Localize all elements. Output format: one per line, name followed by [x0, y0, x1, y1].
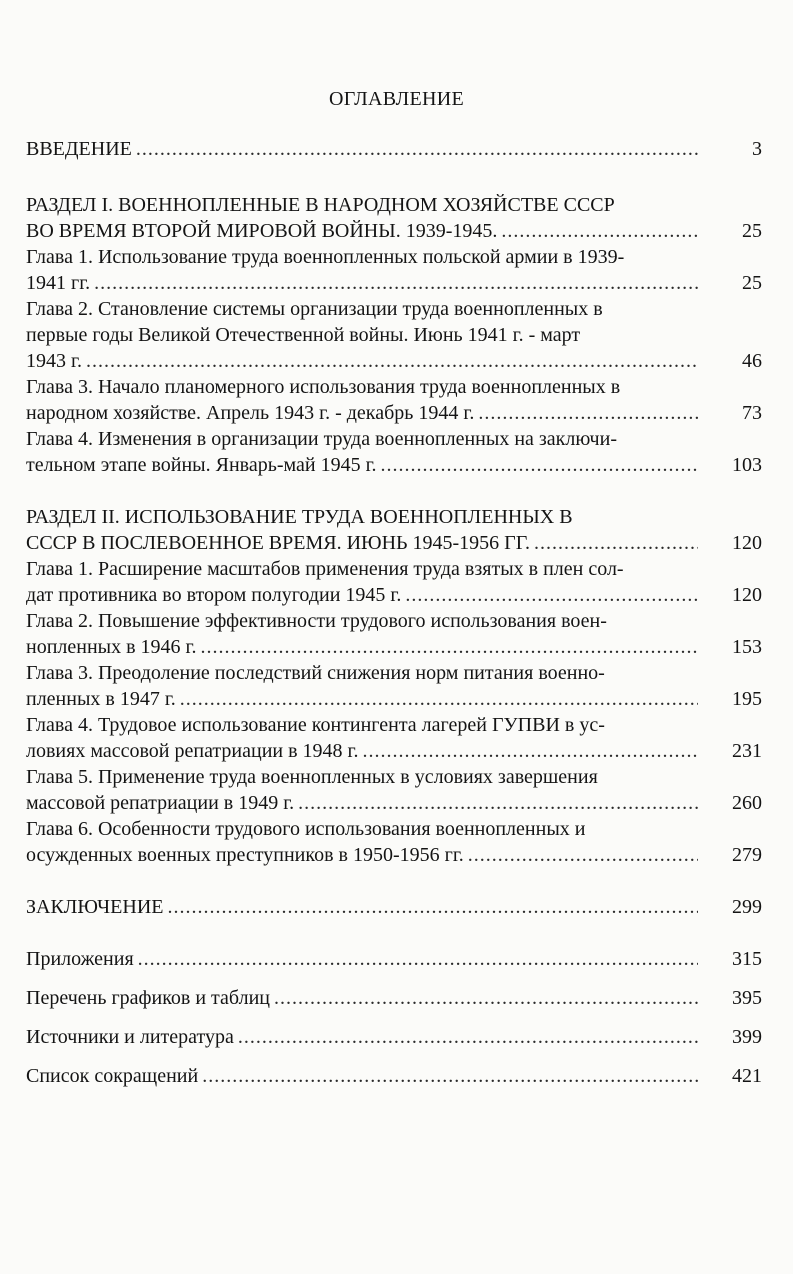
toc-entry-title-cont: ВО ВРЕМЯ ВТОРОЙ МИРОВОЙ ВОЙНЫ. 1939-1945. [26, 220, 498, 242]
toc-entry-title: Источники и литература [26, 1026, 234, 1048]
toc-entry-part2-chapter-4[interactable] [26, 712, 762, 764]
toc-page-number: 25 [742, 272, 762, 294]
leader-dots [201, 634, 699, 660]
leader-dots [478, 400, 698, 426]
toc-page-number: 120 [732, 584, 762, 606]
toc-entry-title: Глава 1. Использование труда военнопленных польской армии в 1939- [26, 246, 625, 268]
toc-page-number: 195 [732, 688, 762, 710]
toc-entry-appendix[interactable] [26, 946, 762, 972]
toc-entry-part2-chapter-2[interactable] [26, 608, 762, 660]
toc-entry-title: Глава 2. Повышение эффективности трудового использования воен- [26, 610, 607, 632]
toc-entry-title: Глава 6. Особенности трудового использования военнопленных и [26, 818, 586, 840]
toc-page-number: 3 [752, 138, 762, 160]
toc-page-number: 46 [742, 350, 762, 372]
toc-page-number: 120 [732, 532, 762, 554]
leader-dots [86, 348, 698, 374]
leader-dots [274, 985, 698, 1011]
leader-dots [501, 218, 698, 244]
toc-entry-title-cont: нопленных в 1946 г. [26, 636, 197, 658]
toc-entry-title-cont: 1941 гг. [26, 272, 91, 294]
toc-page-number: 25 [742, 220, 762, 242]
toc-entry-part2-chapter-5[interactable] [26, 764, 762, 816]
toc-entry-title: ЗАКЛЮЧЕНИЕ [26, 896, 164, 918]
toc-entry-abbreviations[interactable] [26, 1063, 762, 1089]
leader-dots [94, 270, 698, 296]
toc-entry-sources[interactable] [26, 1024, 762, 1050]
toc-page-number: 399 [732, 1026, 762, 1048]
toc-entry-title: Список сокращений [26, 1065, 199, 1087]
toc-entry-introduction[interactable] [26, 136, 762, 162]
toc-page-number: 279 [732, 844, 762, 866]
toc-entry-part1-chapter-2[interactable] [26, 296, 762, 374]
toc-entry-part2-chapter-3[interactable] [26, 660, 762, 712]
toc-entry-title: Перечень графиков и таблиц [26, 987, 270, 1009]
toc-entry-title-cont: ловиях массовой репатриации в 1948 г. [26, 740, 359, 762]
toc-entry-title-cont: первые годы Великой Отечественной войны. Июнь 1941 г. - март [26, 324, 581, 346]
toc-page-number: 260 [732, 792, 762, 814]
toc-entry-title: Глава 4. Трудовое использование контингента лагерей ГУПВИ в ус- [26, 714, 605, 736]
toc-page-number: 315 [732, 948, 762, 970]
toc-entry-title-cont: тельном этапе войны. Январь-май 1945 г. [26, 454, 377, 476]
table-of-contents [26, 136, 762, 1089]
leader-dots [298, 790, 698, 816]
toc-page-number: 231 [732, 740, 762, 762]
leader-dots [534, 530, 698, 556]
toc-entry-title-cont: СССР В ПОСЛЕВОЕННОЕ ВРЕМЯ. ИЮНЬ 1945-1956 ГГ. [26, 532, 531, 554]
toc-page-number: 103 [732, 454, 762, 476]
toc-entry-title-cont: 1943 г. [26, 350, 82, 372]
leader-dots [238, 1024, 698, 1050]
toc-page-number: 421 [732, 1065, 762, 1087]
toc-entry-title: РАЗДЕЛ I. ВОЕННОПЛЕННЫЕ В НАРОДНОМ ХОЗЯЙСТВЕ СССР [26, 194, 615, 216]
toc-entry-title-cont: осужденных военных преступников в 1950-1956 гг. [26, 844, 464, 866]
toc-entry-title: Глава 3. Преодоление последствий снижения норм питания военно- [26, 662, 605, 684]
page-title: ОГЛАВЛЕНИЕ [329, 88, 464, 110]
toc-entry-title: РАЗДЕЛ II. ИСПОЛЬЗОВАНИЕ ТРУДА ВОЕННОПЛЕННЫХ В [26, 506, 573, 528]
leader-dots [381, 452, 698, 478]
toc-entry-title-cont: дат противника во втором полугодии 1945 г. [26, 584, 402, 606]
toc-entry-title: Глава 2. Становление системы организации труда военнопленных в [26, 298, 603, 320]
toc-entry-part-2[interactable] [26, 504, 762, 556]
toc-entry-part1-chapter-3[interactable] [26, 374, 762, 426]
toc-entry-conclusion[interactable] [26, 894, 762, 920]
toc-page-number: 73 [742, 402, 762, 424]
toc-page-number: 395 [732, 987, 762, 1009]
leader-dots [202, 1063, 698, 1089]
toc-entry-part1-chapter-4[interactable] [26, 426, 762, 478]
leader-dots [180, 686, 698, 712]
leader-dots [138, 946, 698, 972]
toc-entry-charts-list[interactable] [26, 985, 762, 1011]
toc-entry-part2-chapter-6[interactable] [26, 816, 762, 868]
toc-entry-title: Глава 5. Применение труда военнопленных в условиях завершения [26, 766, 598, 788]
toc-entry-title: Глава 4. Изменения в организации труда военнопленных на заключи- [26, 428, 617, 450]
leader-dots [363, 738, 699, 764]
toc-entry-title: Глава 1. Расширение масштабов применения труда взятых в плен сол- [26, 558, 624, 580]
toc-entry-title: ВВЕДЕНИЕ [26, 138, 132, 160]
toc-entry-title-cont: пленных в 1947 г. [26, 688, 176, 710]
toc-entry-title-cont: массовой репатриации в 1949 г. [26, 792, 295, 814]
leader-dots [405, 582, 698, 608]
toc-page-number: 299 [732, 896, 762, 918]
leader-dots [136, 136, 698, 162]
toc-entry-part1-chapter-1[interactable] [26, 244, 762, 296]
leader-dots [167, 894, 698, 920]
leader-dots [468, 842, 698, 868]
toc-page-number: 153 [732, 636, 762, 658]
toc-entry-title: Глава 3. Начало планомерного использования труда военнопленных в [26, 376, 621, 398]
toc-entry-part-1[interactable] [26, 192, 762, 244]
toc-entry-title: Приложения [26, 948, 134, 970]
toc-entry-title-cont: народном хозяйстве. Апрель 1943 г. - декабрь 1944 г. [26, 402, 475, 424]
toc-entry-part2-chapter-1[interactable] [26, 556, 762, 608]
